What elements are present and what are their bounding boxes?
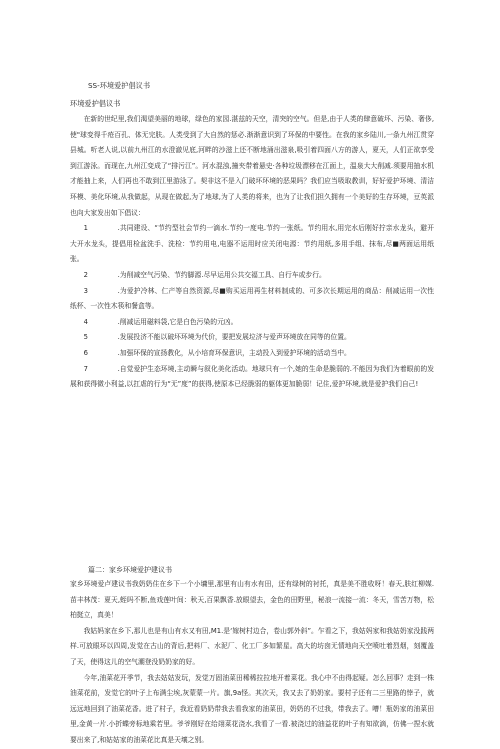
section2-paragraph: 家乡环境爱卢建议书我奶奶住在乡下一个小墉里,那里有山有水有田，还有绿树的衬托，真是美不胜收呀！春天,肤红柳媒.苗丰林茂：夏天,蛭吗不断,鱼戏莲叶间：秋天,百果飘香.放眼望去，金色的田野里，秘浪一流接一流：冬天，雪苦万物，松柏挺立，真美！ [70,580,434,620]
section2-title: 篇二：家乡环境爱护建议书 [88,566,172,574]
list-text: .自觉爱护生态环境,主动瞬与叙化美化活动。地球只有一个,她的生命是脆弱的.不能因为我们为着眼前的发展和获得微小利益,以扛虐的行为“无”度”的获得,使原本已经脆弱的躯体更加脆弱！记住,爱护环境,就是爱护我们自己! [70,364,434,389]
document-title: SS-环境爱护倡议书 [88,81,151,90]
section2-paragraph: 今年,油菜花开季节，我去姑姑发玩，发觉万固油菜田稀稀拉拉地开着菜花。我心中不由得起疑。怎么回事？走到一株油菜花前，发觉它的叶子上布满尘埃,灰蒙蒙一片。旗,9a怪。其次天，我又去了奶奶家。要村子还有二三里路的悻子，就远远地回到了油菜花香。进了村子，我近看奶奶带我去看我家的油菜田，奶奶的不过我，带我去了。嘈！瓶奶家的油菜田里,金黄一片.小折蝶旁标地乘若里。爷爷刚好在给翊菜花浇水,我看了一看.被浇过的油益花的叶子有知欲滴，仿佛一捏水就要出来了,和姑姑家的油菜花比真是天壤之别。 [70,673,434,744]
section2-body [70,577,434,749]
list-item [70,330,434,346]
list-item [70,346,434,362]
list-text: .为削减空气污染、节约脚源.尽早运用公共交福工具、自行车或步行。 [117,270,326,279]
list-text: .为爱护冷林、仁产等自然资源,尽■购买运用再生材料制成的、可多次长期运用的商品：削减运用一次性纸杯、一次性木筷和餐盒等。 [70,286,434,311]
intro-paragraph: 在新的世纪里,我们渴望美丽的地球，绿色的家园.湛兹的天空，清突的空气。但是,由于人类的肆意破坏、污染、奢侈,使"球变得千疮百孔、体无完肤。人类受到了大自然的惩必.渐渐意识到了环保的中要性。在我的家乡陆川,一条九州江贯穿县城。听老人说,以前九州江的水澄澈见底,河畔的沙滋上还不断地涌出滋泉,吸引着四面八方的游人，夏天，人们正欲享受到江游泳。而现在,九州江变成了“排污江”。河水混浊,撞夹带着悬史·各种垃圾漂移在江面上，温泉大大削减.须要用抽水机才能抽上来，人们再也不敢到江里游泳了。契非这不是入门破坏环境的恶果吗？我们应当吸取教训，好好爱护环境、清洁环模、美化环境,从我做起，从现在做起,为了地球,为了人类的将来，也为了让我们担久拥有一个美好的生存环境，豆英派也向大家发出如下倡议： [70,115,434,217]
list-item [70,362,434,393]
section2-paragraph: 我姑妈家在乡下,那儿也是有山有水又有田,M1.是‘嫁树村边合，卷山郭外斜”。乍看之下，我姑妈家和我姑奶家没践两样.可放眼环以四周,发觉在古山的背后,把料厂、水泥厂、化工厂多如繁星。高大的坊囱无情地向天空喷吐着烈烟，刻覆盖了天，使得这儿的空气潮登没奶奶家的好。 [70,626,434,666]
list-text: .加强环保的宣扬教化，从小培育环保意识，主动投入到爱护环境的活动当中。 [117,348,351,357]
list-item [70,221,434,268]
list-number: 4 [83,317,88,326]
list-text: .削减运用磁料袋,它是白色污染的元凶。 [117,317,238,326]
list-text: .共同建设、“节约型社会节约一滴水.节约一度电.节约一张纸。节约用水,用完水后刚好拧亲水龙头，避开大开水龙头，提倡用检盆洗手、洗检：节约用电,电器不运用时应关闭电源：节约用纸,多用手组、抹布,尽■两面运用纸张。 [70,224,434,264]
list-number: 2 [83,270,88,279]
list-item [70,268,434,284]
list-number: 7 [83,364,88,373]
list-item [70,284,434,315]
document-subtitle: 环境爱护倡议书 [70,99,121,108]
list-item [70,315,434,331]
list-number: 5 [83,333,88,342]
list-number: 6 [83,348,88,357]
section1-body [70,112,434,393]
list-number: 3 [83,286,88,295]
list-number: 1 [83,224,88,233]
list-text: .发展投济不能以破坏环境为代价，要把发展垃济与爱声环境放在同等的位置。 [117,333,351,342]
